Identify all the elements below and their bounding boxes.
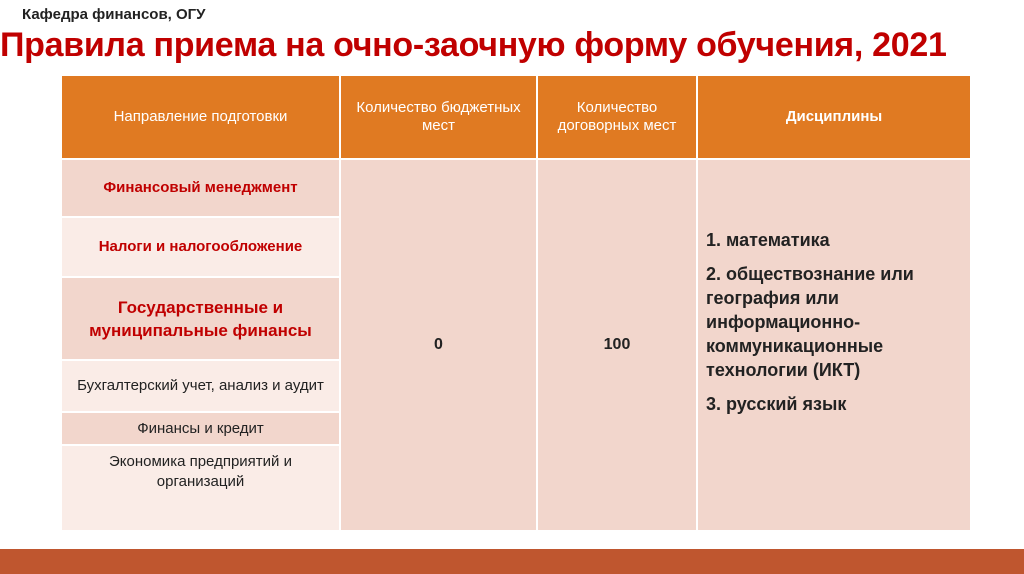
program-name: Финансовый менеджмент [103, 179, 298, 196]
admission-table [62, 76, 970, 530]
program-name: Экономика предприятий и организаций [109, 453, 292, 490]
column-divider [696, 76, 698, 530]
program-row [62, 413, 339, 444]
program-row [62, 278, 339, 359]
program-name: Государственные и муниципальные финансы [89, 297, 312, 340]
program-row [62, 160, 339, 216]
row-divider [62, 158, 970, 160]
budget-places-cell [341, 160, 536, 530]
discipline-item: 3. русский язык [706, 394, 847, 414]
column-header-contract: Количество договорных мест [538, 76, 696, 158]
program-name: Финансы и кредит [137, 419, 264, 437]
column-header-direction: Направление подготовки [62, 76, 339, 158]
program-row [62, 361, 339, 411]
program-row [62, 218, 339, 276]
footer-bar [0, 549, 1024, 574]
contract-places-value: 100 [603, 336, 631, 353]
column-divider [339, 76, 341, 530]
column-divider [536, 76, 538, 530]
contract-places-cell [538, 160, 696, 530]
column-header-disciplines: Дисциплины [698, 76, 970, 158]
department-label: Кафедра финансов, ОГУ [22, 6, 206, 23]
page-title: Правила приема на очно-заочную форму обучения, 2021 [0, 26, 947, 64]
program-row [62, 446, 339, 530]
column-header-budget: Количество бюджетных мест [341, 76, 536, 158]
program-name: Налоги и налогообложение [98, 238, 303, 255]
program-name: Бухгалтерский учет, анализ и аудит [77, 377, 324, 394]
disciplines-cell [698, 160, 970, 530]
discipline-item: 1. математика [706, 230, 830, 250]
budget-places-value: 0 [434, 336, 443, 353]
discipline-item: 2. обществознание или география или информационно-коммуникационные технологии (ИКТ) [706, 264, 914, 380]
